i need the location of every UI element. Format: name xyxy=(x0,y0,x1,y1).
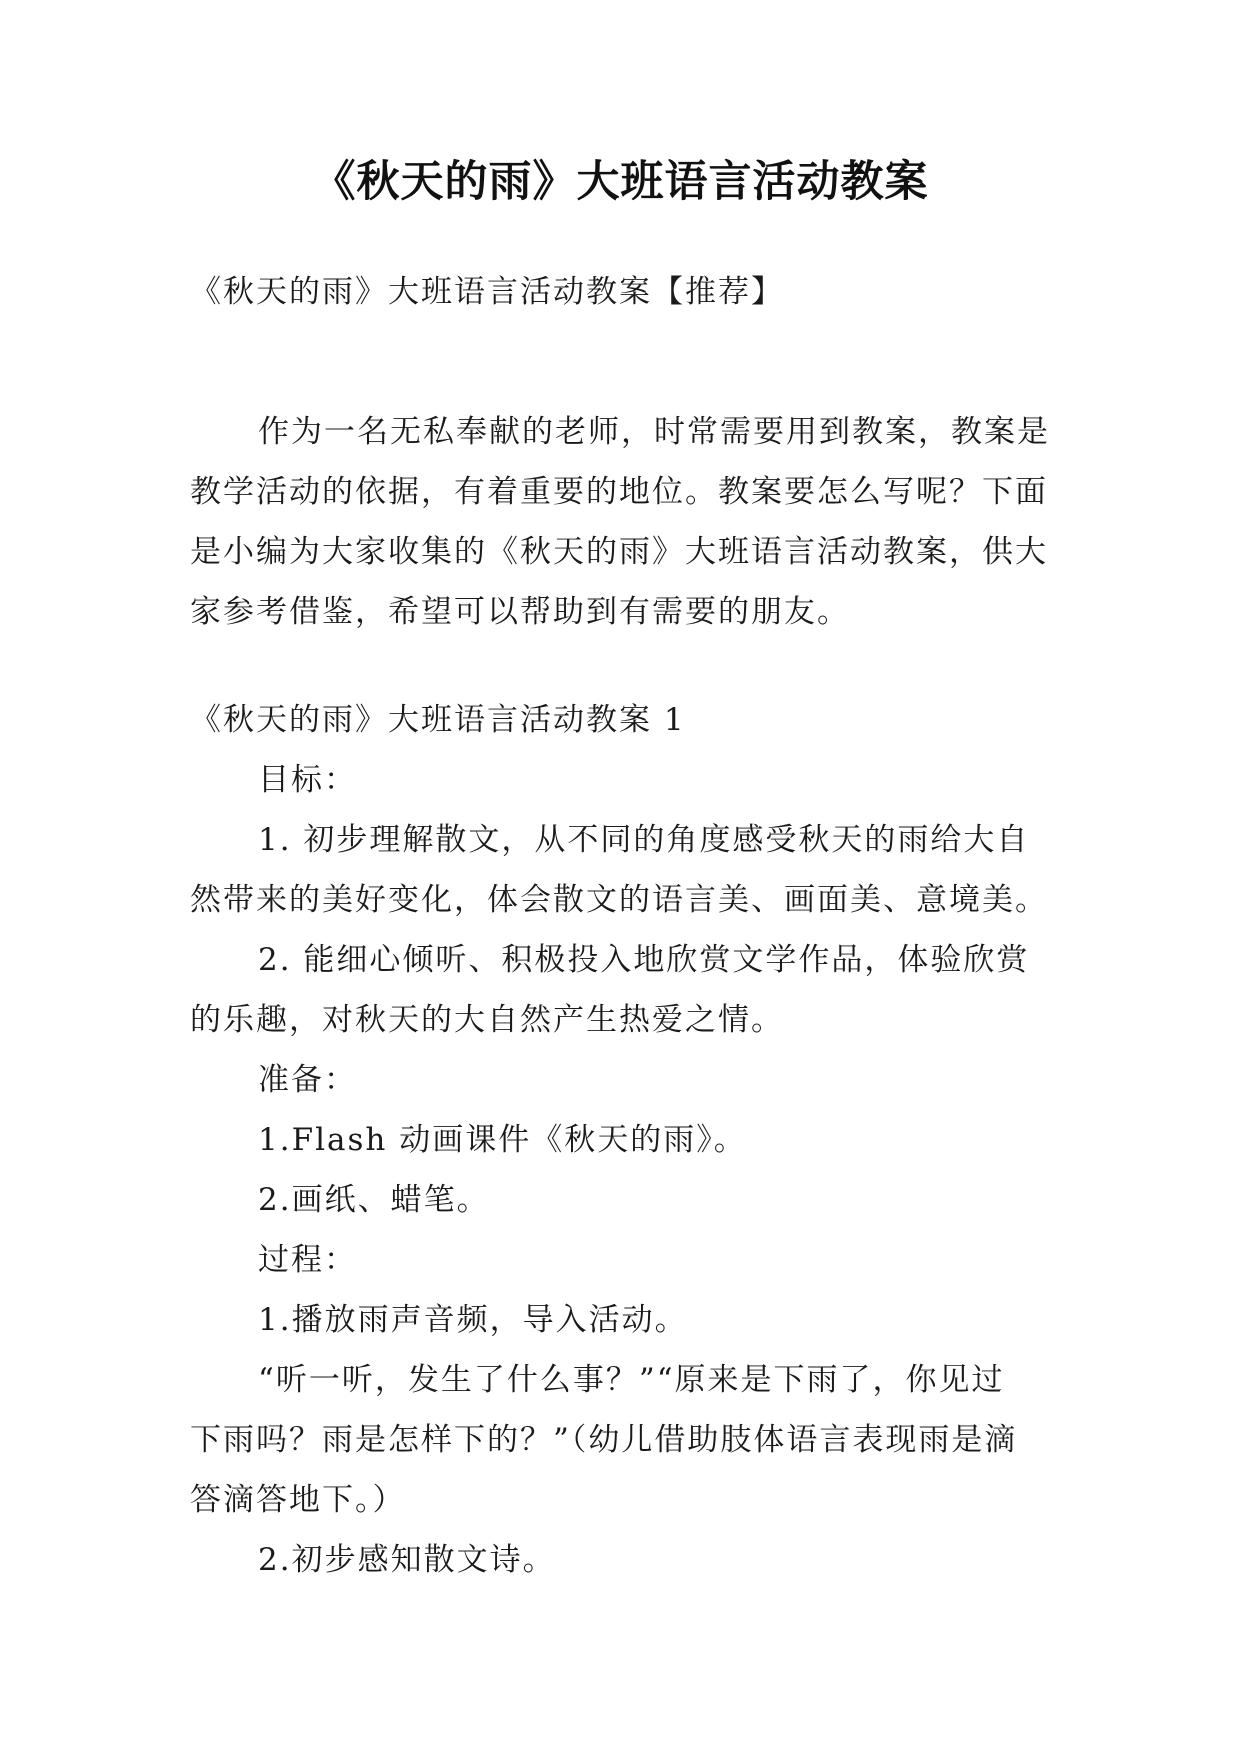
goal-item-line: 的乐趣，对秋天的大自然产生热爱之情。 xyxy=(190,1002,784,1038)
process-label: 过程： xyxy=(258,1242,357,1278)
goal-item-line: 2. 能细心倾听、积极投入地欣赏文学作品，体验欣赏 xyxy=(258,942,1030,978)
goal-item-line: 1. 初步理解散文，从不同的角度感受秋天的雨给大自 xyxy=(258,822,1030,858)
intro-line: 是小编为大家收集的《秋天的雨》大班语言活动教案，供大 xyxy=(190,534,1048,570)
prep-item: 2.画纸、蜡笔。 xyxy=(258,1182,490,1218)
document-subtitle: 《秋天的雨》大班语言活动教案【推荐】 xyxy=(190,274,784,310)
intro-line: 教学活动的依据，有着重要的地位。教案要怎么写呢？下面 xyxy=(190,474,1048,510)
goal-label: 目标： xyxy=(258,762,357,798)
intro-line: 家参考借鉴，希望可以帮助到有需要的朋友。 xyxy=(190,594,850,630)
quote-line: 答滴答地下。） xyxy=(190,1482,406,1518)
process-step: 1.播放雨声音频，导入活动。 xyxy=(258,1302,688,1338)
prep-label: 准备： xyxy=(258,1062,357,1098)
goal-item-line: 然带来的美好变化，体会散文的语言美、画面美、意境美。 xyxy=(190,882,1048,918)
intro-paragraph xyxy=(190,402,1060,642)
process-step: 2.初步感知散文诗。 xyxy=(258,1542,556,1578)
prep-item: 1.Flash 动画课件《秋天的雨》。 xyxy=(258,1122,747,1158)
lesson-section xyxy=(190,690,1060,1590)
quote-line: 下雨吗？雨是怎样下的？”（幼儿借助肢体语言表现雨是滴 xyxy=(190,1422,1018,1458)
quote-line: “听一听，发生了什么事？”“原来是下雨了，你见过 xyxy=(258,1362,1005,1398)
intro-line: 作为一名无私奉献的老师，时常需要用到教案，教案是 xyxy=(258,414,1050,450)
document-title: 《秋天的雨》大班语言活动教案 xyxy=(312,157,929,207)
lesson-heading: 《秋天的雨》大班语言活动教案 1 xyxy=(190,702,686,738)
